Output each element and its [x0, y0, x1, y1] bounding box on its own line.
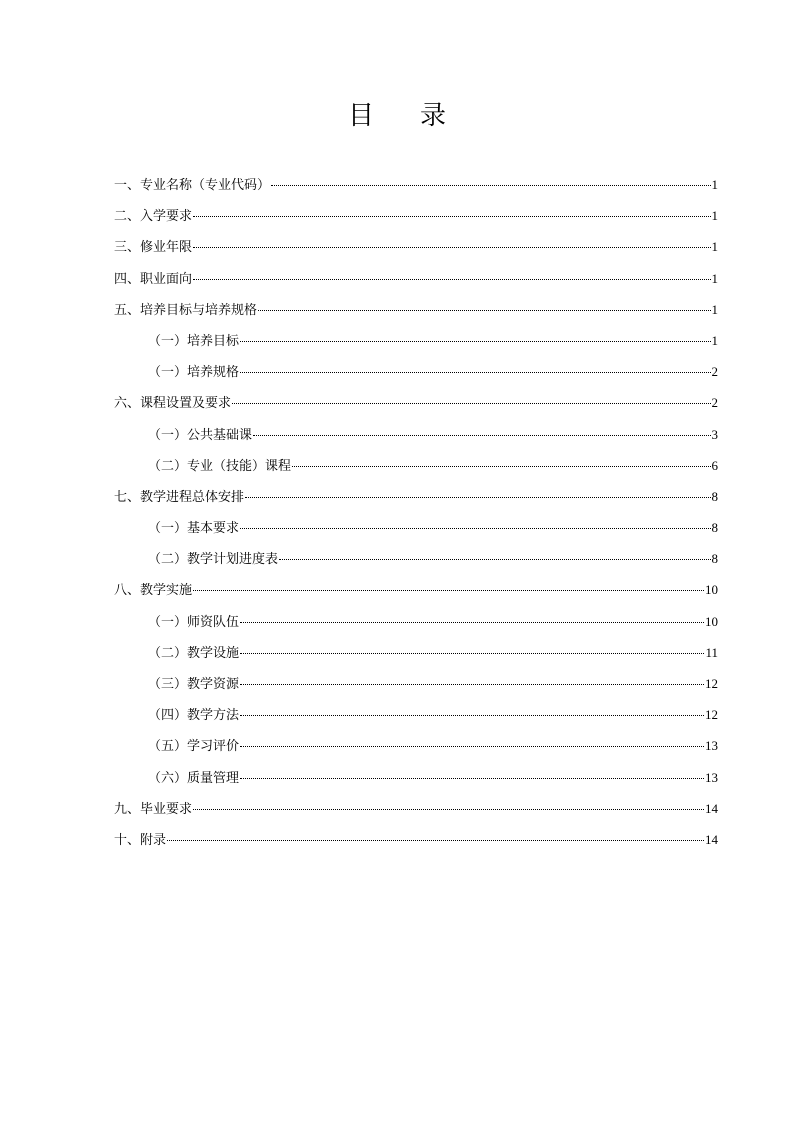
toc-dot-leader: [167, 840, 704, 841]
toc-entry-label: 七、教学进程总体安排: [114, 489, 245, 505]
toc-entry[interactable]: [114, 481, 718, 512]
toc-entry-page-number: 13: [705, 769, 718, 785]
toc-dot-leader: [240, 622, 704, 623]
toc-entry[interactable]: [114, 356, 718, 387]
toc-entry[interactable]: [114, 762, 718, 793]
toc-title-left: 目: [347, 101, 374, 131]
toc-dot-leader: [258, 310, 710, 311]
toc-dot-leader: [240, 653, 704, 654]
toc-entry-page-number: 1: [711, 270, 718, 286]
toc-dot-leader: [232, 403, 710, 404]
toc-entry[interactable]: [114, 387, 718, 418]
toc-dot-leader: [253, 435, 710, 436]
toc-dot-leader: [245, 497, 710, 498]
toc-entry-label: （二）教学设施: [148, 645, 240, 661]
toc-entry-label: （六）质量管理: [148, 770, 240, 786]
toc-entry-label: 十、附录: [114, 832, 167, 848]
toc-entry[interactable]: [114, 325, 718, 356]
toc-dot-leader: [292, 466, 710, 467]
toc-entry-label: （三）教学资源: [148, 677, 240, 692]
toc-list: [114, 169, 718, 855]
toc-entry-label: （五）学习评价: [148, 739, 240, 755]
toc-entry-page-number: 2: [711, 395, 718, 411]
toc-entry[interactable]: [114, 169, 718, 200]
toc-entry-label: （一）师资队伍: [148, 614, 240, 630]
toc-dot-leader: [240, 684, 704, 685]
toc-dot-leader: [240, 528, 710, 529]
toc-dot-leader: [240, 778, 704, 779]
toc-entry[interactable]: [114, 606, 718, 637]
toc-entry-page-number: 1: [711, 208, 718, 224]
toc-dot-leader: [279, 559, 710, 560]
toc-entry-label: 八、教学实施: [114, 583, 193, 599]
toc-entry-page-number: 1: [711, 239, 718, 255]
toc-entry-label: 六、课程设置及要求: [114, 396, 232, 412]
toc-entry[interactable]: [114, 263, 718, 294]
toc-entry[interactable]: [114, 824, 718, 855]
toc-entry-label: （一）公共基础课: [148, 427, 253, 443]
toc-entry-page-number: 8: [711, 520, 718, 536]
toc-entry-label: 四、职业面向: [114, 271, 193, 287]
toc-entry-page-number: 2: [711, 364, 718, 380]
toc-entry[interactable]: [114, 699, 718, 730]
toc-entry-label: 一、专业名称（专业代码）: [114, 178, 271, 193]
toc-dot-leader: [240, 746, 704, 747]
toc-entry-label: （四）教学方法: [148, 708, 240, 724]
toc-entry[interactable]: [114, 637, 718, 668]
toc-entry-page-number: 8: [711, 551, 718, 567]
toc-entry-page-number: 1: [711, 301, 718, 317]
toc-entry-label: 二、入学要求: [114, 209, 193, 225]
toc-dot-leader: [240, 372, 710, 373]
toc-entry-label: （一）培养规格: [148, 365, 240, 381]
toc-entry[interactable]: [114, 450, 718, 481]
toc-entry-page-number: 14: [705, 800, 718, 816]
toc-entry[interactable]: [114, 231, 718, 262]
toc-entry-page-number: 14: [705, 831, 718, 847]
toc-entry-label: 三、修业年限: [114, 240, 193, 256]
toc-entry-label: （一）培养目标: [148, 333, 240, 349]
toc-dot-leader: [193, 809, 704, 810]
toc-dot-leader: [271, 185, 710, 186]
toc-entry-page-number: 12: [705, 707, 718, 723]
toc-entry[interactable]: [114, 543, 718, 574]
toc-entry[interactable]: [114, 730, 718, 761]
toc-dot-leader: [193, 216, 710, 217]
toc-entry-page-number: 3: [711, 426, 718, 442]
toc-title-right: 录: [420, 101, 447, 131]
toc-entry-page-number: 12: [705, 676, 718, 691]
toc-entry-page-number: 1: [711, 332, 718, 348]
toc-entry-label: 五、培养目标与培养规格: [114, 302, 258, 318]
toc-entry-page-number: 11: [705, 644, 718, 660]
toc-entry-page-number: 10: [705, 582, 718, 598]
toc-entry[interactable]: [114, 793, 718, 824]
toc-entry-label: （二）教学计划进度表: [148, 552, 279, 568]
toc-entry-page-number: 6: [711, 457, 718, 473]
toc-entry[interactable]: [114, 200, 718, 231]
toc-dot-leader: [193, 247, 710, 248]
toc-title: [0, 98, 794, 134]
toc-entry-page-number: 1: [711, 177, 718, 192]
toc-entry[interactable]: [114, 512, 718, 543]
toc-dot-leader: [193, 279, 710, 280]
toc-dot-leader: [193, 590, 704, 591]
toc-entry[interactable]: [114, 574, 718, 605]
toc-dot-leader: [240, 715, 704, 716]
toc-entry[interactable]: [114, 668, 718, 699]
toc-dot-leader: [240, 341, 710, 342]
toc-entry-label: 九、毕业要求: [114, 801, 193, 817]
toc-entry[interactable]: [114, 419, 718, 450]
toc-entry-page-number: 8: [711, 488, 718, 504]
toc-entry[interactable]: [114, 294, 718, 325]
toc-entry-label: （二）专业（技能）课程: [148, 458, 292, 474]
toc-entry-page-number: 10: [705, 613, 718, 629]
toc-entry-page-number: 13: [705, 738, 718, 754]
toc-entry-label: （一）基本要求: [148, 521, 240, 537]
